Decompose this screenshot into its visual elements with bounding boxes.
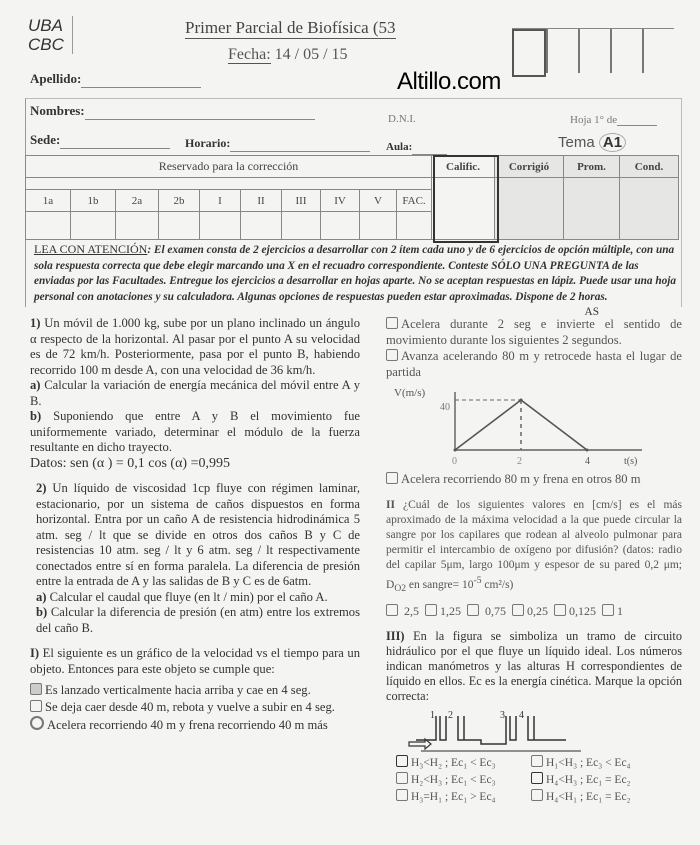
grade-item-2b: 2b [159,190,200,212]
tema [558,134,626,151]
tema-value: A1 [599,133,626,152]
watermark: Altillo.com [397,68,501,95]
qII-options [386,604,682,619]
checkbox[interactable] [531,755,543,767]
tema-label: Tema [558,134,595,151]
checkbox[interactable] [512,604,524,616]
apellido-field[interactable] [30,70,201,88]
grade-item-I: I [200,190,241,212]
date-value: 14 / 05 / 15 [274,46,348,63]
question-2 [30,481,360,636]
graph-ytick-40: 40 [440,402,450,413]
horario-field[interactable] [185,134,370,152]
manometer-1: 1 [430,709,435,721]
qII-text3: cm²/s) [481,578,514,591]
checkbox[interactable] [386,317,398,329]
option-text: Se deja caer desde 40 m, rebota y vuelve a subir en 4 seg. [45,699,335,714]
q2a-label: a) [36,589,47,604]
qI-option-4[interactable] [386,317,682,348]
logo-cbc: CBC [28,35,64,54]
qII-option[interactable] [512,604,548,619]
checkbox[interactable] [386,349,398,361]
dni-label: D.N.I. [388,113,416,125]
q1-number: 1) [30,316,41,330]
option-text: Acelera recorriendo 80 m y frena en otros 80 m [401,472,641,486]
exam-date [228,46,348,64]
instructions-heading: LEA CON ATENCIÓN [34,242,148,256]
manometer-3: 3 [500,709,505,721]
checkbox[interactable] [386,472,398,484]
qII-number: II [386,498,395,511]
graph-xtick-4: 4 [585,456,590,467]
option-text: Acelera recorriendo 40 m y frena recorriendo 40 m más [47,718,328,732]
graph-marks [454,392,643,452]
option-text: H₂<H₃ ; Ec₁ < Ec₃ [411,773,496,786]
qIII-option-3[interactable] [396,772,531,789]
qIII-option-2[interactable] [531,755,666,772]
option-text: Avanza acelerando 80 m y retrocede hasta el lugar de partida [386,349,682,379]
question-I [30,646,360,734]
hoja-field[interactable] [570,113,657,126]
option-text: H₃=H₁ ; Ec₁ > Ec₄ [411,790,496,803]
option-text: 0,75 [485,603,506,618]
qI-text: El siguiente es un gráfico de la velocidad vs el tiempo para un objeto. Entonces para este objeto se cumple que: [30,646,360,676]
qIII-option-5[interactable] [396,789,531,806]
option-text: H₃<H₂ ; Ec₁ < Ec₃ [411,756,496,769]
qII-option[interactable] [386,604,419,619]
id-boxes [512,28,674,77]
graph-xlabel: t(s) [624,456,638,467]
checkbox[interactable] [467,604,479,616]
sede-label: Sede: [30,132,61,147]
calific-header: Calific. [432,156,495,178]
option-text: H₄<H₃ ; Ec₁ = Ec₂ [546,773,631,786]
grade-item-fac: FAC. [397,190,432,212]
qII-option[interactable] [554,604,596,619]
apellido-label: Apellido: [30,71,82,86]
grade-item-III: III [282,190,321,212]
reserved-header: Reservado para la corrección [26,156,432,178]
question-III [386,629,682,704]
option-text: 0,125 [569,603,596,618]
q1-datos: Datos: sen (α ) = 0,1 cos (α) =0,995 [30,455,230,471]
right-column [386,316,682,806]
option-text: H₄<H₁ ; Ec₁ = Ec₂ [546,790,631,803]
checkbox[interactable] [554,604,566,616]
grade-item-IV: IV [321,190,360,212]
manometer-4: 4 [519,709,524,721]
checkbox[interactable] [396,789,408,801]
instructions [34,242,679,321]
q1b-label: b) [30,409,42,423]
qIII-number: III) [386,628,405,643]
qIII-option-4[interactable] [531,772,666,789]
logo-uba: UBA [28,16,63,35]
q1b-text: Suponiendo que entre A y B el movimiento fue uniformemente variado, determinar el módulo de la fuerza resultante en dicho trayecto. [30,409,360,454]
q1a-label: a) [30,378,41,392]
grade-item-V: V [360,190,397,212]
q1-text: Un móvil de 1.000 kg, sube por un plano inclinado un ángulo α respecto de la horizontal. Al pasar por el punto A su velocidad es de 72 km/h. Posteriormente, pasa por el punto B, habiendo recorrido 100 m desde A, con una velocidad de 36 km/h. [30,316,360,377]
cond-header: Cond. [620,156,679,178]
checkbox[interactable] [30,700,42,712]
qIII-option-6[interactable] [531,789,666,806]
nombres-field[interactable] [30,102,315,120]
checkbox[interactable] [396,755,408,767]
checkbox[interactable] [531,789,543,801]
checkbox[interactable] [396,772,408,784]
data-point [520,399,523,402]
option-text: 1 [617,603,623,618]
q1a-text: Calcular la variación de energía mecánica del móvil entre A y B. [30,378,360,408]
left-column [30,316,360,735]
qIII-text: En la figura se simboliza un tramo de circuito hidráulico por el que fluye un líquido ideal. Los números indican manómetros y las alturas H correspondientes de líquido en ellos. Ec es la energía cinética. Marque la opción correcta: [386,628,682,703]
checkbox-checked[interactable] [30,683,42,695]
manometer-2: 2 [448,709,453,721]
qII-option[interactable] [602,604,623,619]
corrigio-header: Corrigió [495,156,564,178]
prom-header: Prom. [564,156,620,178]
q2-number: 2) [36,481,47,495]
graph-ylabel: V(m/s) [394,387,426,399]
checkbox-circled[interactable] [30,716,44,730]
option-text: 0,25 [527,603,548,618]
qI-options-continued [386,317,682,380]
qI-option-2[interactable] [30,700,360,716]
qII-option[interactable] [425,604,461,619]
hydraulic-circuit-figure [406,708,586,753]
grade-item-1a: 1a [26,190,71,212]
qI-option-3[interactable] [30,716,360,734]
qII-option[interactable] [467,604,506,619]
question-II [386,498,682,619]
data-point [586,449,589,452]
graph-xtick-0: 0 [452,456,457,467]
qIII-options [396,755,682,806]
option-text: 1,25 [440,603,461,618]
grade-item-2a: 2a [116,190,159,212]
qI-option-5[interactable] [386,349,682,380]
date-label: Fecha: [228,46,271,63]
option-text: H₁<H₃ ; Ec₃ < Ec₄ [546,756,631,769]
horario-label: Horario: [185,136,231,150]
pipe-outline [416,716,566,744]
q2a-text: Calcular el caudal que fluye (en lt / min) por el caño A. [49,589,328,604]
grading-table [25,155,679,240]
instructions-text: : El examen consta de 2 ejercicios a desarrollar con 2 ítem cada uno y de 6 ejercicios de opción múltiple, con una sola respuesta correcta que debe elegir marcando una X en el recuadro correspondiente. Conteste SÓLO UNA PREGUNTA de las enviadas por las Facultades. Entregue los ejercicios a desarrollar en hojas aparte. No se aceptan respuestas en lápiz. Puede usar una hoja personal con anotaciones y su calculadora. Algunas opciones de respuestas pueden estar aproximadas. Dispone de 2 horas. [34,244,677,303]
option-text: Acelera durante 2 seg e invierte el sentido de movimiento durante los siguientes 2 segundos. [386,317,682,347]
checkbox[interactable] [386,604,398,616]
aula-label: Aula: [386,141,413,153]
uba-cbc-logo [28,16,73,54]
grade-item-II: II [241,190,282,212]
sede-field[interactable] [30,131,170,149]
qII-text2: en sangre= 10 [406,578,474,591]
exam-title: Primer Parcial de Biofísica (53 [185,18,396,37]
qIII-option-1[interactable] [396,755,531,772]
qII-text: ¿Cuál de los siguientes valores en [cm/s] es el más aproximado de la máxima velocidad a la que puede circular la sangre por los capilares que rodean al alveolo pulmonar para permitir el intercambio de oxígeno por difusión? (datos: radio del capilar 5μm, largo 100μm y espesor de su pared 0,2 μm; D [386,498,682,591]
qI-options-tail [386,472,682,488]
q2-text: Un líquido de viscosidad 1cp fluye con régimen laminar, estacionario, por un sistema de caños dispuestos en forma horizontal. Entra por un caño A de resistencia hidrodinámica 5 atm. seg / lt que se divide en otros dos caños B y C de resistencias 10 atm. seg / lt y 6 atm. seg / lt respectivamente conectados entre sí en forma paralela. La diferencia de presión entre la entrada de A y las salidas de B y C es de 6atm. [36,481,360,588]
option-text: 2,5 [404,603,419,618]
initials: AS [584,306,599,318]
option-text: Es lanzado verticalmente hacia arriba y cae en 4 seg. [45,683,311,697]
calific-box[interactable] [433,155,499,243]
hoja-label: Hoja 1° de [570,114,618,126]
graph-xtick-2: 2 [517,456,522,467]
checkbox[interactable] [602,604,614,616]
grade-item-1b: 1b [71,190,116,212]
question-1 [30,316,360,471]
q2b-label: b) [36,605,48,619]
aula-field[interactable] [386,137,447,155]
velocity-time-graph [392,384,662,470]
nombres-label: Nombres: [30,103,85,118]
qI-number: I) [30,646,40,660]
data-point [454,449,457,452]
qII-sup: -5 [473,574,482,586]
qII-sub: O2 [394,582,407,594]
checkbox[interactable] [425,604,437,616]
checkbox[interactable] [531,772,543,784]
qI-option-1[interactable] [30,683,360,699]
q2b-text: Calcular la diferencia de presión (en atm) entre los extremos del caño B. [36,605,360,635]
qI-option-6[interactable] [386,472,682,488]
